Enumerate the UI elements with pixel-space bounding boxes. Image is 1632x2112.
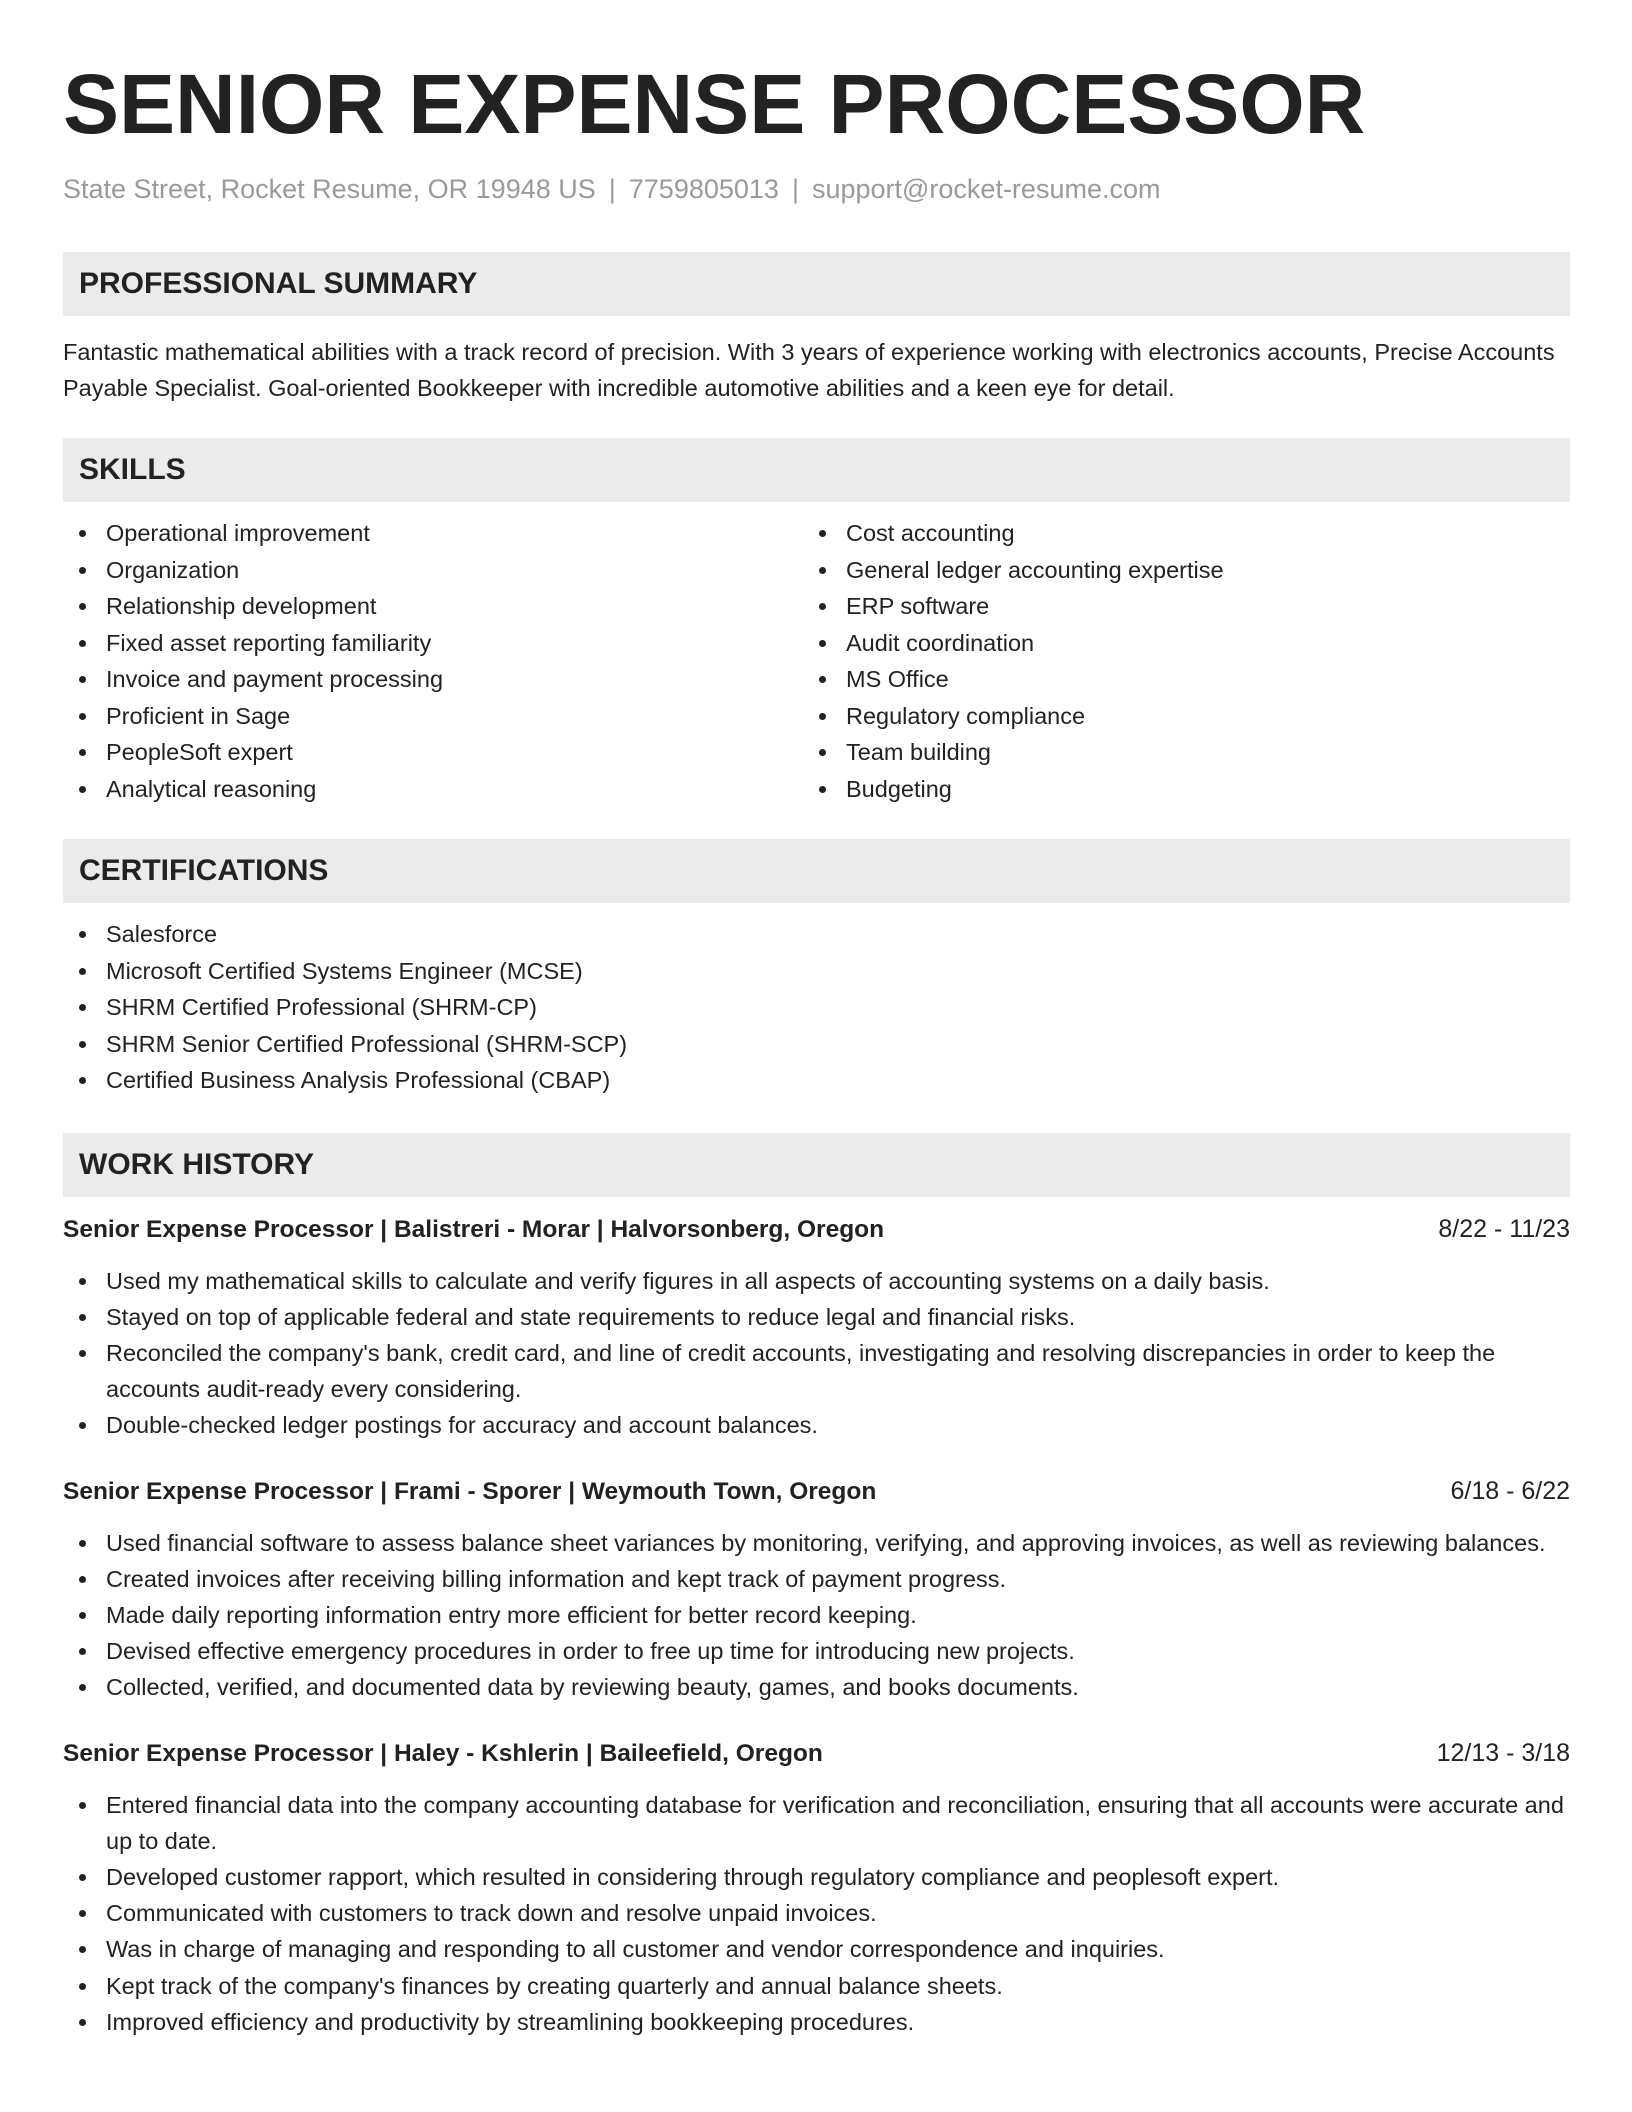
contact-separator: |: [791, 174, 799, 204]
skills-list-left: [63, 515, 803, 807]
job-bullets: [63, 1525, 1570, 1706]
contact-line: [63, 172, 1570, 206]
skills-heading: SKILLS: [63, 438, 1570, 502]
certifications-heading: CERTIFICATIONS: [63, 839, 1570, 903]
skill-item: MS Office: [803, 661, 1543, 698]
skill-item: General ledger accounting expertise: [803, 552, 1543, 589]
skill-item: Regulatory compliance: [803, 698, 1543, 735]
skill-item: Invoice and payment processing: [63, 661, 803, 698]
job-header: [63, 1212, 1570, 1247]
skill-item: Relationship development: [63, 588, 803, 625]
job-bullet: Reconciled the company's bank, credit card, and line of credit accounts, investigating and resolving discrepancies in order to keep the accounts audit-ready every considering.: [63, 1335, 1570, 1407]
skill-item: Team building: [803, 734, 1543, 771]
job-entry: [63, 1212, 1570, 1444]
job-dates: 6/18 - 6/22: [1450, 1476, 1570, 1505]
job-bullet: Communicated with customers to track down and resolve unpaid invoices.: [63, 1895, 1570, 1931]
skill-item: Fixed asset reporting familiarity: [63, 625, 803, 662]
skills-grid: [63, 515, 1570, 807]
job-bullet: Collected, verified, and documented data by reviewing beauty, games, and books documents.: [63, 1669, 1570, 1705]
contact-separator: |: [608, 174, 616, 204]
job-bullet: Devised effective emergency procedures in order to free up time for introducing new projects.: [63, 1633, 1570, 1669]
job-bullet: Improved efficiency and productivity by streamlining bookkeeping procedures.: [63, 2004, 1570, 2040]
job-dates: 8/22 - 11/23: [1438, 1214, 1570, 1243]
job-header: [63, 1474, 1570, 1509]
skill-item: PeopleSoft expert: [63, 734, 803, 771]
job-bullet: Made daily reporting information entry more efficient for better record keeping.: [63, 1597, 1570, 1633]
job-bullet: Stayed on top of applicable federal and state requirements to reduce legal and financial risks.: [63, 1299, 1570, 1335]
job-entry: [63, 1474, 1570, 1706]
certifications-list: [63, 916, 1570, 1099]
job-bullet: Developed customer rapport, which resulted in considering through regulatory compliance and peoplesoft expert.: [63, 1859, 1570, 1895]
resume-name: SENIOR EXPENSE PROCESSOR: [63, 57, 1366, 151]
job-title: Senior Expense Processor | Frami - Sporer | Weymouth Town, Oregon: [63, 1477, 877, 1505]
skill-item: Budgeting: [803, 771, 1543, 808]
job-bullet: Entered financial data into the company accounting database for verification and reconciliation, ensuring that all accounts were accurate and up to date.: [63, 1787, 1570, 1859]
certification-item: Microsoft Certified Systems Engineer (MCSE): [63, 953, 1570, 990]
certification-item: SHRM Certified Professional (SHRM-CP): [63, 989, 1570, 1026]
job-title: Senior Expense Processor | Balistreri - Morar | Halvorsonberg, Oregon: [63, 1215, 885, 1243]
contact-address: State Street, Rocket Resume, OR 19948 US: [63, 174, 596, 204]
contact-phone: 7759805013: [628, 174, 779, 204]
skill-item: Operational improvement: [63, 515, 803, 552]
skills-list-right: [803, 515, 1543, 807]
skill-item: Organization: [63, 552, 803, 589]
certification-item: Certified Business Analysis Professional (CBAP): [63, 1062, 1570, 1099]
job-header: [63, 1736, 1570, 1771]
job-bullet: Was in charge of managing and responding to all customer and vendor correspondence and inquiries.: [63, 1931, 1570, 1967]
job-bullet: Kept track of the company's finances by creating quarterly and annual balance sheets.: [63, 1968, 1570, 2004]
job-bullets: [63, 1263, 1570, 1444]
skill-item: Cost accounting: [803, 515, 1543, 552]
skill-item: Audit coordination: [803, 625, 1543, 662]
job-dates: 12/13 - 3/18: [1436, 1738, 1570, 1767]
job-bullets: [63, 1787, 1570, 2040]
skill-item: Proficient in Sage: [63, 698, 803, 735]
job-entry: [63, 1736, 1570, 2040]
skill-item: Analytical reasoning: [63, 771, 803, 808]
job-bullet: Double-checked ledger postings for accuracy and account balances.: [63, 1407, 1570, 1443]
contact-email: support@rocket-resume.com: [811, 174, 1161, 204]
certification-item: Salesforce: [63, 916, 1570, 953]
job-bullet: Created invoices after receiving billing information and kept track of payment progress.: [63, 1561, 1570, 1597]
skill-item: ERP software: [803, 588, 1543, 625]
job-bullet: Used my mathematical skills to calculate and verify figures in all aspects of accounting systems on a daily basis.: [63, 1263, 1570, 1299]
job-title: Senior Expense Processor | Haley - Kshlerin | Baileefield, Oregon: [63, 1739, 823, 1767]
summary-heading: PROFESSIONAL SUMMARY: [63, 252, 1570, 316]
job-bullet: Used financial software to assess balance sheet variances by monitoring, verifying, and approving invoices, as well as reviewing balances.: [63, 1525, 1570, 1561]
summary-text: Fantastic mathematical abilities with a track record of precision. With 3 years of experience working with electronics accounts, Precise Accounts Payable Specialist. Goal-oriented Bookkeeper with incredible automotive abilities and a keen eye for detail.: [63, 339, 1555, 401]
work-history-heading: WORK HISTORY: [63, 1133, 1570, 1197]
certification-item: SHRM Senior Certified Professional (SHRM-SCP): [63, 1026, 1570, 1063]
